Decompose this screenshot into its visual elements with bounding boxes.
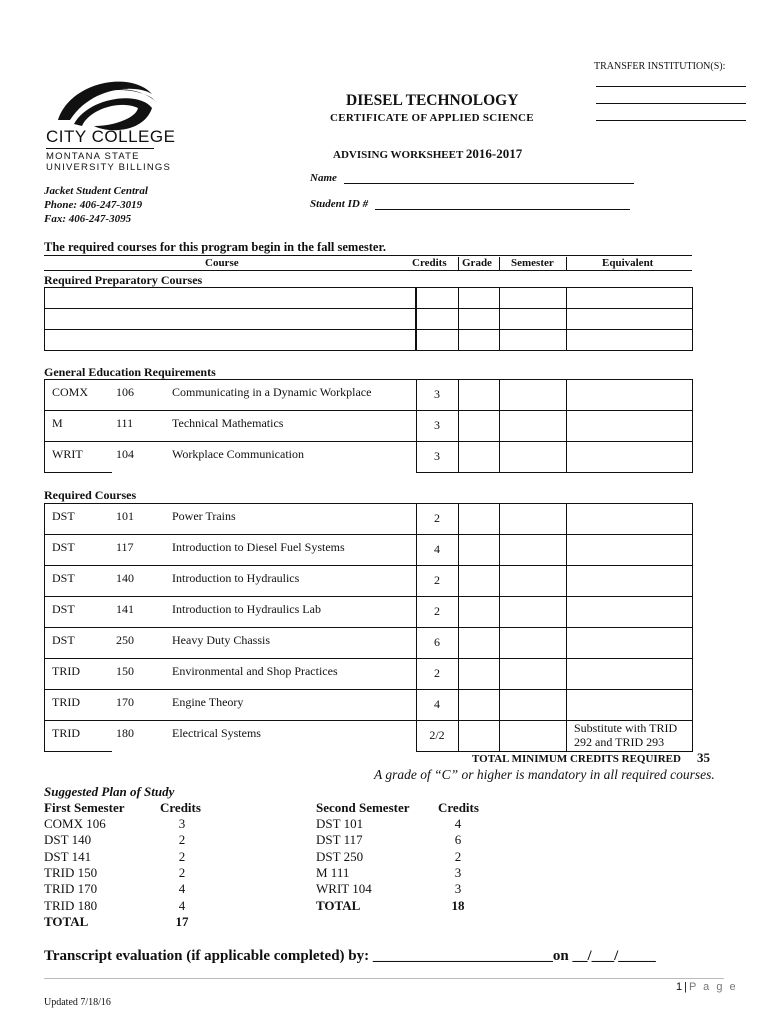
- gen-ed-course-credits: 3: [434, 387, 440, 401]
- required-course-credits: 4: [434, 542, 440, 556]
- prep-grade-cell[interactable]: [458, 308, 500, 330]
- prep-credits-cell[interactable]: [416, 308, 459, 330]
- required-course-prefix: DST: [52, 540, 75, 554]
- first-semester-course: TRID 170: [44, 881, 98, 897]
- gen-ed-course-number: 104: [116, 447, 134, 461]
- required-grade-cell[interactable]: [458, 596, 500, 628]
- required-row-top-rule: [44, 596, 416, 597]
- required-course-credits: 6: [434, 635, 440, 649]
- name-label: Name: [310, 172, 337, 184]
- gen-ed-row-top-rule: [44, 441, 416, 442]
- gen-ed-row-top-rule: [44, 410, 416, 411]
- required-row-left-rule: [44, 689, 45, 720]
- first-semester-course: DST 140: [44, 832, 92, 848]
- gen-ed-course-prefix: COMX: [52, 385, 89, 399]
- required-course-number: 141: [116, 602, 134, 616]
- gen-ed-semester-cell[interactable]: [499, 379, 567, 411]
- required-course-credits: 4: [434, 697, 440, 711]
- hdr-sep-2: [499, 257, 500, 270]
- required-course-name: Electrical Systems: [172, 726, 261, 740]
- total-minimum-credits: [472, 750, 710, 766]
- prep-semester-cell[interactable]: [499, 287, 567, 309]
- required-semester-cell[interactable]: [499, 720, 567, 752]
- required-row-top-rule: [44, 658, 416, 659]
- gen-ed-course-name: Workplace Communication: [172, 447, 304, 461]
- first-credits-header: Credits: [160, 800, 201, 815]
- required-semester-cell[interactable]: [499, 627, 567, 659]
- gen-ed-course-name: Technical Mathematics: [172, 416, 284, 430]
- program-subtitle: CERTIFICATE OF APPLIED SCIENCE: [330, 112, 534, 124]
- required-equivalent-cell[interactable]: [566, 596, 693, 628]
- second-semester-credits: 4: [454, 816, 462, 831]
- required-row-bottom-rule: [44, 751, 112, 752]
- required-course-name: Introduction to Hydraulics Lab: [172, 602, 321, 616]
- required-row-left-rule: [44, 596, 45, 627]
- required-course-number: 180: [116, 726, 134, 740]
- required-row-left-rule: [44, 658, 45, 689]
- gen-ed-grade-cell[interactable]: [458, 379, 500, 411]
- prep-section-title: Required Preparatory Courses: [44, 273, 203, 287]
- total-value: 35: [696, 750, 710, 765]
- gen-ed-course-prefix: WRIT: [52, 447, 83, 461]
- required-course-prefix: TRID: [52, 726, 80, 740]
- required-course-number: 140: [116, 571, 134, 585]
- transfer-institutions-label: TRANSFER INSTITUTION(S):: [594, 61, 726, 72]
- gen-ed-row-top-rule: [44, 379, 416, 380]
- second-semester-credits: 18: [451, 897, 465, 913]
- required-equivalent-cell[interactable]: [566, 503, 693, 535]
- first-semester-course: TOTAL: [44, 913, 89, 929]
- second-semester-course: DST 250: [316, 848, 364, 864]
- gen-ed-equivalent-cell[interactable]: [566, 379, 693, 411]
- first-semester-credits: 4: [178, 881, 186, 897]
- second-semester-course: WRIT 104: [316, 881, 372, 897]
- required-equivalent-cell[interactable]: [566, 534, 693, 566]
- second-semester-credits: 3: [454, 881, 462, 897]
- student-id-label: Student ID #: [310, 198, 369, 210]
- col-semester: Semester: [511, 257, 554, 269]
- page-label: P a g e: [688, 981, 738, 993]
- contact-block: [44, 184, 148, 226]
- col-grade: Grade: [462, 257, 492, 269]
- required-course-number: 117: [116, 540, 134, 554]
- required-grade-cell[interactable]: [458, 689, 500, 721]
- gen-ed-course-prefix: M: [52, 416, 63, 430]
- gen-ed-course-name: Communicating in a Dynamic Workplace: [172, 385, 372, 399]
- contact-phone: Phone: 406-247-3019: [44, 199, 143, 211]
- gen-ed-row-left-rule: [44, 410, 45, 441]
- required-course-credits: 2/2: [429, 728, 445, 742]
- required-course-credits: 2: [434, 573, 440, 587]
- required-course-number: 170: [116, 695, 134, 709]
- second-semester-header: Second Semester: [316, 800, 410, 815]
- required-course-prefix: DST: [52, 509, 75, 523]
- required-course-name: Power Trains: [172, 509, 236, 523]
- prep-equivalent-cell[interactable]: [566, 308, 693, 330]
- col-credits: Credits: [412, 257, 447, 269]
- prep-credits-cell[interactable]: [416, 329, 459, 351]
- page-number-value: 1: [676, 981, 685, 993]
- required-grade-cell[interactable]: [458, 627, 500, 659]
- required-course-prefix: TRID: [52, 695, 80, 709]
- gen-ed-semester-cell[interactable]: [499, 441, 567, 473]
- required-grade-cell[interactable]: [458, 565, 500, 597]
- required-grade-cell[interactable]: [458, 534, 500, 566]
- required-semester-cell[interactable]: [499, 658, 567, 690]
- required-course-number: 101: [116, 509, 134, 523]
- gen-ed-course-credits: 3: [434, 418, 440, 432]
- required-semester-cell[interactable]: [499, 565, 567, 597]
- name-field: [310, 172, 634, 184]
- required-row-left-rule: [44, 503, 45, 534]
- required-course-equivalent: Substitute with TRID 292 and TRID 293: [574, 721, 678, 749]
- worksheet-heading: [333, 146, 522, 162]
- first-semester-credits: 2: [178, 848, 186, 864]
- required-equivalent-cell[interactable]: [566, 658, 693, 690]
- contact-fax: Fax: 406-247-3095: [44, 213, 132, 225]
- gen-ed-row-left-rule: [44, 441, 45, 472]
- required-course-name: Heavy Duty Chassis: [172, 633, 270, 647]
- hdr-sep-1: [458, 257, 459, 270]
- second-semester-course: M 111: [316, 864, 350, 880]
- name-input-line[interactable]: [344, 183, 634, 184]
- logo-line-3: UNIVERSITY BILLINGS: [46, 162, 172, 173]
- program-start-note: The required courses for this program begin in the fall semester.: [44, 240, 386, 254]
- required-course-credits: 2: [434, 666, 440, 680]
- col-equivalent: Equivalent: [602, 257, 654, 269]
- prep-course-cell[interactable]: [44, 329, 416, 351]
- first-semester-header: First Semester: [44, 800, 125, 815]
- gen-ed-course-number: 111: [116, 416, 134, 430]
- required-course-credits: 2: [434, 604, 440, 618]
- logo-line-1: CITY COLLEGE: [46, 127, 176, 146]
- second-semester-course: TOTAL: [316, 897, 361, 913]
- total-label: TOTAL MINIMUM CREDITS REQUIRED: [472, 753, 681, 765]
- required-semester-cell[interactable]: [499, 534, 567, 566]
- plan-title: Suggested Plan of Study: [44, 784, 175, 799]
- required-course-number: 250: [116, 633, 134, 647]
- second-semester-course: DST 101: [316, 816, 364, 831]
- first-semester-course: DST 141: [44, 848, 92, 864]
- gen-ed-grade-cell[interactable]: [458, 410, 500, 442]
- gen-ed-section-title: General Education Requirements: [44, 365, 216, 379]
- logo-line-2: MONTANA STATE: [46, 151, 140, 162]
- page-number: 1|P a g e: [676, 981, 738, 993]
- gen-ed-semester-cell[interactable]: [499, 410, 567, 442]
- required-course-prefix: DST: [52, 602, 75, 616]
- contact-office: Jacket Student Central: [44, 185, 148, 197]
- prep-equivalent-cell[interactable]: [566, 329, 693, 351]
- first-semester-credits: 4: [178, 897, 186, 913]
- student-id-input-line[interactable]: [375, 209, 630, 210]
- required-row-left-rule: [44, 627, 45, 658]
- transcript-evaluation-line: Transcript evaluation (if applicable completed) by: ________________________on __/___/_____: [44, 948, 656, 964]
- first-semester-credits: 17: [175, 913, 189, 929]
- first-semester-course: TRID 180: [44, 897, 98, 913]
- required-row-top-rule: [44, 534, 416, 535]
- logo-text: [46, 128, 186, 173]
- updated-date: Updated 7/18/16: [44, 997, 111, 1008]
- student-id-field: [310, 198, 630, 210]
- transfer-line-3[interactable]: [596, 120, 746, 121]
- prep-semester-cell[interactable]: [499, 308, 567, 330]
- gen-ed-grade-cell[interactable]: [458, 441, 500, 473]
- worksheet-label: ADVISING WORKSHEET: [333, 149, 464, 161]
- prep-grade-cell[interactable]: [458, 329, 500, 351]
- required-row-left-rule: [44, 720, 45, 751]
- first-semester-credits: 2: [178, 832, 186, 848]
- required-row-top-rule: [44, 689, 416, 690]
- first-semester-credits: 2: [178, 864, 186, 880]
- second-semester-credits: 3: [454, 864, 462, 880]
- header-rule-top: [44, 255, 692, 256]
- prep-course-cell[interactable]: [44, 287, 416, 309]
- grade-requirement-note: A grade of “C” or higher is mandatory in all required courses.: [374, 767, 715, 782]
- prep-course-cell[interactable]: [44, 308, 416, 330]
- required-row-top-rule: [44, 627, 416, 628]
- required-course-prefix: DST: [52, 633, 75, 647]
- gen-ed-equivalent-cell[interactable]: [566, 410, 693, 442]
- hdr-sep-3: [566, 257, 567, 270]
- second-semester-credits: 2: [454, 848, 462, 864]
- first-semester-course: TRID 150: [44, 864, 98, 880]
- footer-rule: [44, 978, 724, 979]
- required-row-left-rule: [44, 534, 45, 565]
- prep-grade-cell[interactable]: [458, 287, 500, 309]
- required-course-name: Introduction to Hydraulics: [172, 571, 300, 585]
- first-semester-credits: 3: [178, 816, 186, 831]
- required-semester-cell[interactable]: [499, 596, 567, 628]
- prep-credits-cell[interactable]: [416, 287, 459, 309]
- required-semester-cell[interactable]: [499, 689, 567, 721]
- worksheet-year: 2016-2017: [465, 146, 523, 161]
- required-course-prefix: TRID: [52, 664, 80, 678]
- second-credits-header: Credits: [438, 800, 479, 815]
- gen-ed-equivalent-cell[interactable]: [566, 441, 693, 473]
- required-course-name: Environmental and Shop Practices: [172, 664, 338, 678]
- second-semester-course: DST 117: [316, 832, 363, 848]
- required-course-name: Engine Theory: [172, 695, 244, 709]
- header-rule-bottom: [44, 270, 692, 271]
- required-equivalent-cell[interactable]: [566, 627, 693, 659]
- required-row-top-rule: [44, 720, 416, 721]
- transfer-line-2[interactable]: [596, 103, 746, 104]
- required-course-prefix: DST: [52, 571, 75, 585]
- second-semester-credits: 6: [454, 832, 462, 848]
- transfer-line-1[interactable]: [596, 86, 746, 87]
- required-row-left-rule: [44, 565, 45, 596]
- required-course-credits: 2: [434, 511, 440, 525]
- prep-semester-cell[interactable]: [499, 329, 567, 351]
- required-course-name: Introduction to Diesel Fuel Systems: [172, 540, 345, 554]
- required-semester-cell[interactable]: [499, 503, 567, 535]
- required-grade-cell[interactable]: [458, 658, 500, 690]
- gen-ed-row-bottom-rule: [44, 472, 112, 473]
- required-row-top-rule: [44, 503, 416, 504]
- col-course: Course: [205, 257, 239, 269]
- gen-ed-row-left-rule: [44, 379, 45, 410]
- prep-equivalent-cell[interactable]: [566, 287, 693, 309]
- required-grade-cell[interactable]: [458, 720, 500, 752]
- required-section-title: Required Courses: [44, 488, 137, 502]
- gen-ed-course-number: 106: [116, 385, 134, 399]
- gen-ed-course-credits: 3: [434, 449, 440, 463]
- first-semester-course: COMX 106: [44, 816, 106, 831]
- required-equivalent-cell[interactable]: [566, 689, 693, 721]
- program-title: DIESEL TECHNOLOGY: [346, 92, 519, 109]
- required-grade-cell[interactable]: [458, 503, 500, 535]
- required-equivalent-cell[interactable]: [566, 565, 693, 597]
- required-course-number: 150: [116, 664, 134, 678]
- required-row-top-rule: [44, 565, 416, 566]
